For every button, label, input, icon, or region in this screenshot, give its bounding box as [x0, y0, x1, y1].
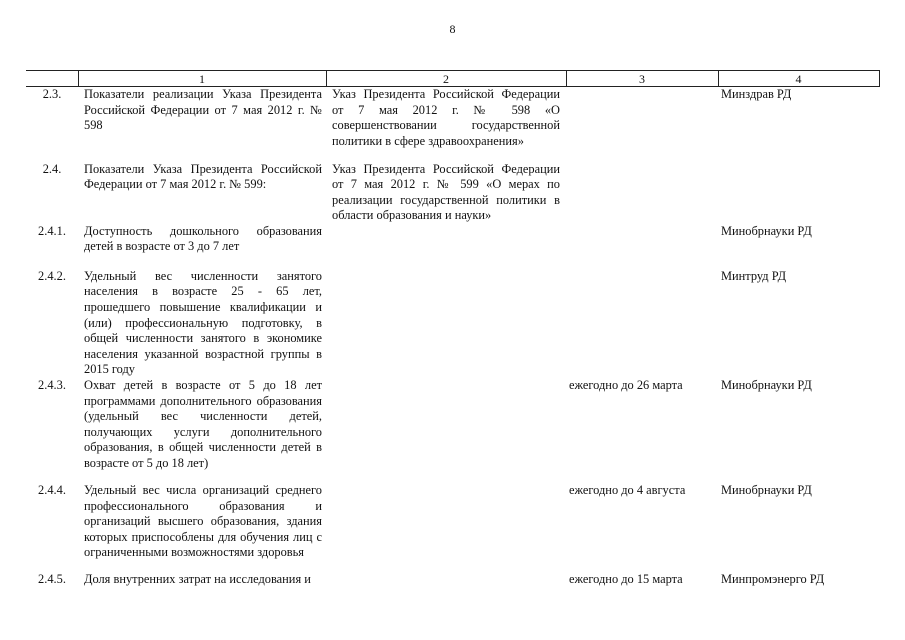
header-cell-col-3: 3 [566, 71, 718, 87]
basis-cell [326, 224, 566, 269]
responsible-cell [718, 162, 879, 224]
row-number: 2.4.4. [38, 483, 66, 498]
responsible-cell: Минтруд РД [721, 268, 787, 283]
basis-cell: Указ Президента Российской Федерации от 7 мая 2012 г. № 599 «О мерах по реализации государственной политики в области образования и науки» [332, 161, 560, 223]
term-cell: ежегодно до 4 августа [569, 483, 686, 498]
indicator-cell: Удельный вес числа организаций среднего профессионального образования и организаций высшего образования, здания которых приспособлены для обучения лиц с ограниченными возможностями здоровья [84, 483, 322, 560]
responsible-cell: Минобрнауки РД [721, 223, 812, 238]
table-row [26, 483, 879, 572]
indicator-cell: Доля внутренних затрат на исследования и [84, 572, 311, 587]
responsible-cell: Минобрнауки РД [721, 483, 812, 498]
basis-cell: Указ Президента Российской Федерации от 7 мая 2012 г. № 598 «О совершенствовании государственной политики в сфере здравоохранения» [332, 87, 560, 148]
indicator-cell: Удельный вес численности занятого населения в возрасте 25 - 65 лет, прошедшего повышение квалификации и (или) профессиональную подготовку, в общей численности занятого в экономике населения указанной возрастной группы в 2015 году [84, 268, 322, 377]
row-number: 2.4. [42, 161, 62, 176]
header-cell-col-1: 1 [78, 71, 326, 87]
header-cell-col-2: 2 [326, 71, 566, 87]
basis-cell [326, 269, 566, 378]
term-cell [566, 224, 718, 269]
row-number: 2.4.1. [38, 223, 66, 238]
table-row [26, 269, 879, 378]
basis-cell [326, 572, 566, 596]
table-row [26, 378, 879, 483]
responsible-cell: Минздрав РД [721, 87, 792, 101]
table-row [26, 224, 879, 269]
term-cell [566, 87, 718, 162]
header-cell-col-4: 4 [718, 71, 879, 87]
column-number-header-row [26, 71, 879, 87]
header-cell-num [26, 71, 78, 87]
responsible-cell: Минобрнауки РД [721, 378, 812, 393]
term-cell: ежегодно до 15 марта [569, 572, 683, 587]
basis-cell [326, 378, 566, 483]
term-cell: ежегодно до 26 марта [569, 378, 683, 393]
basis-cell [326, 483, 566, 572]
indicator-cell: Показатели Указа Президента Российской Федерации от 7 мая 2012 г. № 599: [84, 161, 322, 192]
term-cell [566, 269, 718, 378]
responsible-cell: Минпромэнерго РД [721, 572, 825, 587]
table-row [26, 87, 879, 162]
row-number: 2.4.5. [38, 572, 66, 587]
term-cell [566, 162, 718, 224]
row-number: 2.3. [42, 87, 62, 101]
row-number: 2.4.3. [38, 378, 66, 393]
page-number: 8 [449, 22, 456, 36]
table-row [26, 572, 879, 596]
table-row [26, 162, 879, 224]
indicator-cell: Охват детей в возрасте от 5 до 18 лет программами дополнительного образования (удельный вес численности детей, получающих услуги дополнительного образования, в общей численности детей в возрасте от 5 до 18 лет) [84, 378, 322, 470]
indicator-cell: Доступность дошкольного образования детей в возрасте от 3 до 7 лет [84, 223, 322, 254]
row-number: 2.4.2. [38, 268, 66, 283]
indicator-cell: Показатели реализации Указа Президента Российской Федерации от 7 мая 2012 г. № 598 [84, 87, 322, 133]
indicators-table [26, 70, 880, 596]
